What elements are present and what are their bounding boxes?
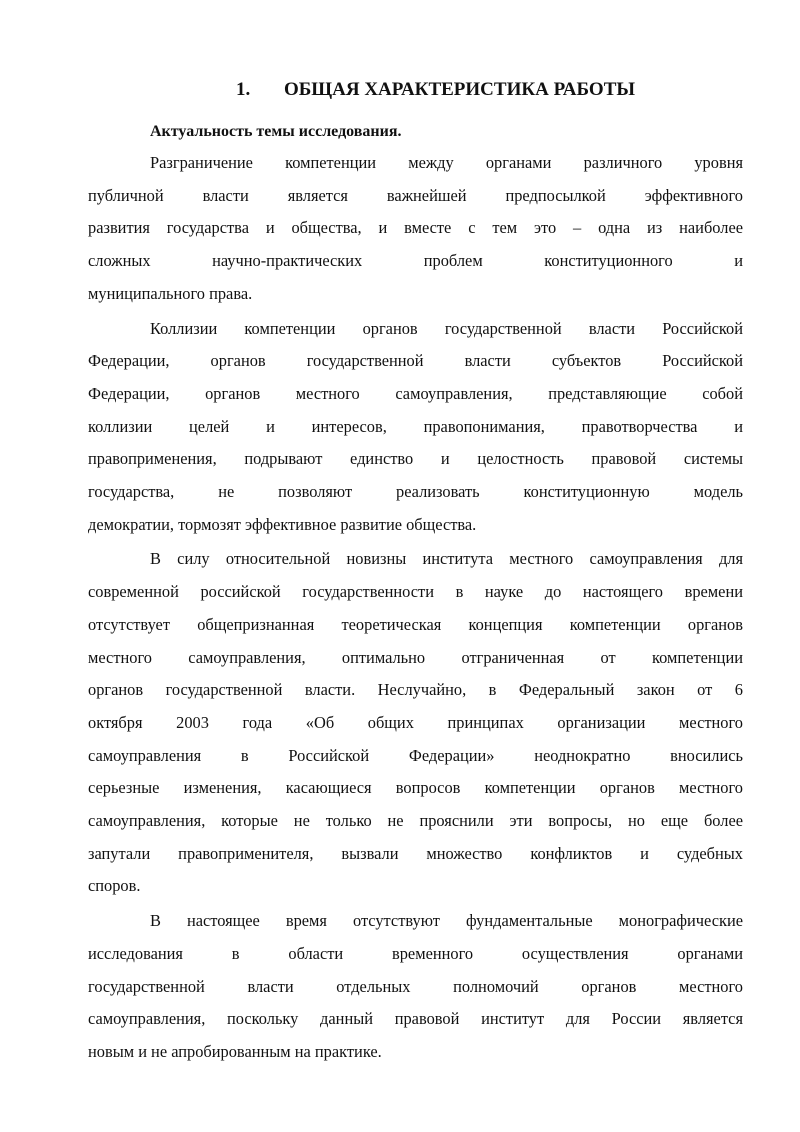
paragraph-line: развития государства и общества, и вместе с тем это – одна из наиболее: [88, 218, 743, 238]
paragraph-line: демократии, тормозят эффективное развитие общества.: [88, 514, 477, 534]
paragraph: [88, 147, 743, 311]
paragraph-line: муниципального права.: [88, 283, 253, 303]
paragraph-line: современной российской государственности в науке до настоящего времени: [88, 582, 743, 602]
paragraph-line: Разграничение компетенции между органами различного уровня: [150, 153, 743, 172]
paragraph-line: запутали правоприменителя, вызвали множество конфликтов и судебных: [88, 843, 743, 863]
paragraph-line: споров.: [88, 876, 141, 896]
paragraph-line: Федерации, органов местного самоуправления, представляющие собой: [88, 383, 743, 403]
paragraph-line: правоприменения, подрывают единство и целостность правовой системы: [88, 449, 743, 469]
paragraph-line: Коллизии компетенции органов государственной власти Российской: [150, 318, 743, 338]
section-number: 1.: [235, 79, 251, 100]
paragraph-line: коллизии целей и интересов, правопонимания, правотворчества и: [88, 416, 743, 436]
paragraph-line: Федерации, органов государственной власти субъектов Российской: [88, 351, 743, 371]
paragraph-line: местного самоуправления, оптимально отграниченная от компетенции: [88, 647, 743, 667]
paragraph-line: сложных научно-практических проблем конституционного и: [88, 251, 743, 271]
paragraph-line: октября 2003 года «Об общих принципах организации местного: [88, 712, 743, 732]
paragraph-line: самоуправления, которые не только не прояснили эти вопросы, но еще более: [88, 811, 743, 831]
paragraph-line: публичной власти является важнейшей предпосылкой эффективного: [88, 185, 743, 205]
paragraph-line: серьезные изменения, касающиеся вопросов компетенции органов местного: [88, 778, 743, 798]
paragraph-line: государственной власти отдельных полномочий органов местного: [88, 976, 743, 996]
paragraph-line: самоуправления, поскольку данный правовой институт для России является: [88, 1009, 743, 1029]
subsection-heading: Актуальность темы исследования.: [150, 123, 402, 140]
paragraph-line: государства, не позволяют реализовать конституционную модель: [88, 482, 743, 502]
section-heading: [88, 75, 743, 105]
paragraph-line: органов государственной власти. Неслучайно, в Федеральный закон от 6: [88, 680, 743, 700]
paragraph-line: отсутствует общепризнанная теоретическая концепция компетенции органов: [88, 614, 743, 634]
paragraph-line: самоуправления в Российской Федерации» неоднократно вносились: [88, 745, 743, 765]
paragraph: [88, 313, 743, 542]
paragraph-line: В силу относительной новизны института местного самоуправления для: [150, 549, 743, 569]
paragraph: [88, 905, 743, 1069]
paragraph-line: новым и не апробированным на практике.: [88, 1041, 382, 1061]
section-title: ОБЩАЯ ХАРАКТЕРИСТИКА РАБОТЫ: [283, 79, 636, 100]
paragraph-line: исследования в области временного осуществления органами: [88, 943, 743, 963]
paragraph: [88, 543, 743, 903]
paragraph-line: В настоящее время отсутствуют фундаментальные монографические: [150, 911, 743, 931]
